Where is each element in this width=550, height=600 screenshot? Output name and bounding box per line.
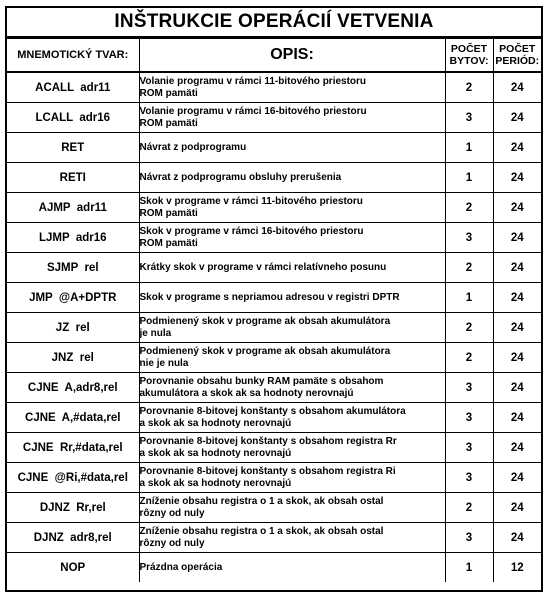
mnemonic-cell: DJNZ Rr,rel — [7, 493, 139, 523]
description-line-2: a skok ak sa hodnoty nerovnajú — [139, 417, 292, 429]
description-line-1: Skok v programe s nepriamou adresou v registri DPTR — [139, 291, 400, 303]
description-line-2: rôzny od nuly — [139, 537, 205, 549]
mnemonic-cell: CJNE A,#data,rel — [7, 403, 139, 433]
header-periods — [493, 39, 541, 73]
mnemonic-cell: SJMP rel — [7, 253, 139, 283]
periods-cell: 24 — [493, 163, 541, 193]
table-row — [7, 283, 541, 313]
description-cell — [139, 373, 445, 403]
table-row — [7, 523, 541, 553]
description-line-1: Porovnanie 8-bitovej konštanty s obsahom registra Rr — [139, 435, 397, 447]
table-row — [7, 133, 541, 163]
table-row — [7, 103, 541, 133]
table-body — [7, 72, 541, 582]
description-cell — [139, 133, 445, 163]
table-row — [7, 403, 541, 433]
bytes-cell: 2 — [445, 313, 493, 343]
description-cell — [139, 72, 445, 103]
description-cell — [139, 553, 445, 583]
description-line-1: Zníženie obsahu registra o 1 a skok, ak obsah ostal — [139, 495, 384, 507]
description-cell — [139, 103, 445, 133]
bytes-cell: 1 — [445, 283, 493, 313]
bytes-cell: 3 — [445, 223, 493, 253]
table-title: INŠTRUKCIE OPERÁCIÍ VETVENIA — [7, 8, 541, 38]
periods-cell: 24 — [493, 433, 541, 463]
bytes-cell: 3 — [445, 403, 493, 433]
periods-cell: 24 — [493, 253, 541, 283]
description-line-2: ROM pamäti — [139, 237, 198, 249]
description-line-1: Skok v programe v rámci 16-bitového priestoru — [139, 225, 364, 237]
mnemonic-cell: JNZ rel — [7, 343, 139, 373]
description-line-1: Porovnanie 8-bitovej konštanty s obsahom akumulátora — [139, 405, 406, 417]
description-cell — [139, 193, 445, 223]
bytes-cell: 1 — [445, 553, 493, 583]
header-periods-line2: PERIÓD: — [495, 55, 540, 67]
bytes-cell: 2 — [445, 253, 493, 283]
mnemonic-cell: RETI — [7, 163, 139, 193]
periods-cell: 24 — [493, 283, 541, 313]
periods-cell: 24 — [493, 493, 541, 523]
bytes-cell: 3 — [445, 373, 493, 403]
periods-cell: 24 — [493, 103, 541, 133]
instruction-table-sheet — [5, 6, 543, 592]
description-cell — [139, 283, 445, 313]
bytes-cell: 2 — [445, 343, 493, 373]
description-line-1: Zníženie obsahu registra o 1 a skok, ak obsah ostal — [139, 525, 384, 537]
mnemonic-cell: CJNE A,adr8,rel — [7, 373, 139, 403]
description-cell — [139, 163, 445, 193]
mnemonic-cell: DJNZ adr8,rel — [7, 523, 139, 553]
mnemonic-cell: AJMP adr11 — [7, 193, 139, 223]
description-cell — [139, 343, 445, 373]
bytes-cell: 2 — [445, 193, 493, 223]
description-line-1: Podmienený skok v programe ak obsah akumulátora — [139, 345, 391, 357]
description-line-1: Krátky skok v programe v rámci relatívneho posunu — [139, 261, 387, 273]
periods-cell: 24 — [493, 343, 541, 373]
description-cell — [139, 523, 445, 553]
periods-cell: 12 — [493, 553, 541, 583]
table-row — [7, 433, 541, 463]
periods-cell: 24 — [493, 193, 541, 223]
mnemonic-cell: ACALL adr11 — [7, 72, 139, 103]
description-line-2: ROM pamäti — [139, 207, 198, 219]
description-cell — [139, 493, 445, 523]
description-line-2: je nula — [139, 327, 172, 339]
header-bytes — [445, 39, 493, 73]
periods-cell: 24 — [493, 373, 541, 403]
description-line-2: nie je nula — [139, 357, 189, 369]
periods-cell: 24 — [493, 313, 541, 343]
header-description: OPIS: — [139, 39, 445, 73]
table-row — [7, 313, 541, 343]
description-cell — [139, 223, 445, 253]
periods-cell: 24 — [493, 223, 541, 253]
table-row — [7, 493, 541, 523]
table-row — [7, 193, 541, 223]
bytes-cell: 3 — [445, 433, 493, 463]
mnemonic-cell: JMP @A+DPTR — [7, 283, 139, 313]
bytes-cell: 2 — [445, 72, 493, 103]
description-line-1: Podmienený skok v programe ak obsah akumulátora — [139, 315, 391, 327]
bytes-cell: 3 — [445, 463, 493, 493]
table-row — [7, 373, 541, 403]
description-line-1: Volanie programu v rámci 16-bitového priestoru — [139, 105, 367, 117]
bytes-cell: 3 — [445, 103, 493, 133]
bytes-cell: 2 — [445, 493, 493, 523]
description-cell — [139, 433, 445, 463]
description-line-1: Skok v programe v rámci 11-bitového priestoru — [139, 195, 363, 207]
description-line-2: a skok ak sa hodnoty nerovnajú — [139, 477, 292, 489]
description-line-1: Volanie programu v rámci 11-bitového priestoru — [139, 75, 367, 87]
description-line-2: rôzny od nuly — [139, 507, 205, 519]
mnemonic-cell: CJNE @Ri,#data,rel — [7, 463, 139, 493]
description-line-1: Návrat z podprogramu obsluhy prerušenia — [139, 171, 342, 183]
header-bytes-line2: BYTOV: — [449, 55, 489, 67]
description-line-2: akumulátora a skok ak sa hodnoty nerovnajú — [139, 387, 354, 399]
table-row — [7, 553, 541, 583]
mnemonic-cell: LCALL adr16 — [7, 103, 139, 133]
table-row — [7, 223, 541, 253]
description-line-2: a skok ak sa hodnoty nerovnajú — [139, 447, 292, 459]
bytes-cell: 1 — [445, 163, 493, 193]
description-cell — [139, 253, 445, 283]
description-line-1: Prázdna operácia — [139, 561, 223, 573]
table-header-row — [7, 39, 541, 73]
description-line-1: Porovnanie 8-bitovej konštanty s obsahom registra Ri — [139, 465, 396, 477]
periods-cell: 24 — [493, 133, 541, 163]
header-periods-line1: POČET — [499, 43, 536, 55]
mnemonic-cell: CJNE Rr,#data,rel — [7, 433, 139, 463]
mnemonic-cell: NOP — [7, 553, 139, 583]
periods-cell: 24 — [493, 403, 541, 433]
description-cell — [139, 463, 445, 493]
table-row — [7, 463, 541, 493]
bytes-cell: 1 — [445, 133, 493, 163]
description-line-1: Porovnanie obsahu bunky RAM pamäte s obsahom — [139, 375, 384, 387]
header-bytes-line1: POČET — [450, 43, 488, 55]
mnemonic-cell: RET — [7, 133, 139, 163]
table-row — [7, 253, 541, 283]
table-row — [7, 343, 541, 373]
mnemonic-cell: LJMP adr16 — [7, 223, 139, 253]
description-line-1: Návrat z podprogramu — [139, 141, 247, 153]
periods-cell: 24 — [493, 523, 541, 553]
description-cell — [139, 403, 445, 433]
periods-cell: 24 — [493, 463, 541, 493]
mnemonic-cell: JZ rel — [7, 313, 139, 343]
description-line-2: ROM pamäti — [139, 117, 198, 129]
table-row — [7, 72, 541, 103]
table-row — [7, 163, 541, 193]
periods-cell: 24 — [493, 72, 541, 103]
bytes-cell: 3 — [445, 523, 493, 553]
description-cell — [139, 313, 445, 343]
instruction-table — [7, 38, 541, 582]
description-line-2: ROM pamäti — [139, 87, 198, 99]
header-mnemonic: MNEMOTICKÝ TVAR: — [7, 39, 139, 73]
